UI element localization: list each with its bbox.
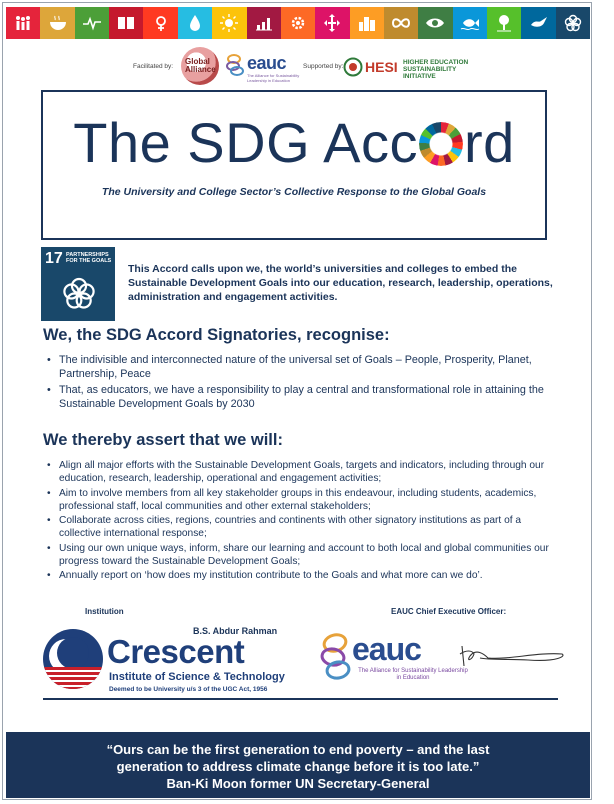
bowl-icon	[48, 13, 68, 33]
sdg-goal-tile	[109, 7, 143, 39]
family-icon	[13, 13, 33, 33]
eauc-wordmark: eauc	[352, 631, 421, 667]
page-subtitle: The University and College Sector’s Collective Response to the Global Goals	[101, 186, 487, 198]
list-item: • That, as educators, we have a responsibility to play a central and transformational role in attaining the Sustainable Development Goals by 2030	[43, 383, 558, 411]
institution-label: Institution	[85, 607, 124, 616]
goal-17-badge: 17 PARTNERSHIPS FOR THE GOALS	[41, 247, 115, 321]
sdg-goal-tile	[281, 7, 315, 39]
page-title: The SDG Acc rd	[73, 111, 515, 174]
sdg-goal-tile	[453, 7, 487, 39]
sdg-goal-tile	[178, 7, 212, 39]
sdg-goal-tile	[487, 7, 521, 39]
sdg-icon-strip	[6, 7, 590, 39]
eye-icon	[425, 13, 445, 33]
eauc-petals-icon	[320, 629, 354, 685]
hesi-logo: HESI HIGHER EDUCATION SUSTAINABILITY INITIATIVE	[343, 57, 463, 79]
growth-chart-icon	[254, 13, 274, 33]
hesi-emblem-icon	[343, 57, 363, 77]
sdg-goal-tile	[556, 7, 590, 39]
flower-icon	[563, 13, 583, 33]
divider	[43, 698, 558, 700]
assert-heading: We thereby assert that we will:	[43, 431, 283, 449]
list-item: • Align all major efforts with the Sustainable Development Goals, targets and indicators, including through our education, research, leadership, operational and engagement activities;	[43, 459, 558, 485]
ceo-label: EAUC Chief Executive Officer:	[391, 607, 507, 616]
facilitated-label: Facilitated by:	[133, 63, 174, 70]
crescent-institute-logo: B.S. Abdur Rahman Crescent Institute of Science & Technology Deemed to be University u/s 3 of the UGC Act, 1956	[43, 623, 293, 695]
global-alliance-logo: Global Alliance	[181, 47, 219, 85]
tree-icon	[494, 13, 514, 33]
sdg-wheel-icon	[419, 122, 463, 166]
fish-icon	[460, 13, 480, 33]
title-box	[41, 90, 547, 240]
recognise-list	[43, 353, 558, 413]
sdg-goal-tile	[143, 7, 177, 39]
gender-icon	[151, 13, 171, 33]
gear-network-icon	[288, 13, 308, 33]
list-item: • Using our own unique ways, inform, share our learning and account to both local and global communities our progress toward the Sustainable Development Goals;	[43, 542, 558, 568]
quote-attribution: Ban-Ki Moon former UN Secretary-General	[166, 776, 430, 791]
sun-icon	[219, 13, 239, 33]
quote-footer	[6, 732, 590, 798]
city-icon	[357, 13, 377, 33]
recognise-heading: We, the SDG Accord Signatories, recognise:	[43, 326, 390, 344]
accord-page	[2, 2, 592, 800]
equality-arrows-icon	[322, 13, 342, 33]
supported-label: Supported by:	[303, 63, 344, 70]
intro-paragraph: This Accord calls upon we, the world’s universities and colleges to embed the Sustainable Development Goals into our education, research, leadership, operations, administration and engagement activities.	[128, 263, 553, 303]
water-drop-icon	[185, 13, 205, 33]
eauc-wordmark-small: eauc	[247, 53, 287, 73]
sdg-goal-tile	[40, 7, 74, 39]
partnership-flower-icon	[59, 274, 99, 314]
ceo-signature	[458, 640, 568, 670]
sdg-goal-tile	[521, 7, 555, 39]
eauc-petals-icon	[225, 51, 247, 77]
list-item: • The indivisible and interconnected nature of the universal set of Goals – People, Prosperity, Planet, Partnership, Peace	[43, 353, 558, 381]
sdg-goal-tile	[350, 7, 384, 39]
sdg-goal-tile	[75, 7, 109, 39]
crescent-emblem-icon	[43, 629, 103, 689]
list-item: • Collaborate across cities, regions, countries and continents with other signatory institutions as part of a collective international response;	[43, 514, 558, 540]
sdg-goal-tile	[247, 7, 281, 39]
sdg-goal-tile	[212, 7, 246, 39]
assert-list	[43, 459, 558, 584]
sdg-goal-tile	[384, 7, 418, 39]
heartbeat-icon	[82, 13, 102, 33]
list-item: • Aim to involve members from all key stakeholder groups in this endeavour, including students, academics, professional staff, local communities and other external stakeholders;	[43, 487, 558, 513]
partner-logos	[3, 47, 592, 87]
eauc-logo-small: eauc The Alliance for Sustainability Leadership in Education	[225, 51, 301, 81]
dove-icon	[529, 13, 549, 33]
sdg-goal-tile	[315, 7, 349, 39]
sdg-goal-tile	[418, 7, 452, 39]
sdg-goal-tile	[6, 7, 40, 39]
quote-text: “Ours can be the first generation to end poverty – and the last generation to address climate change before it is too late.”	[106, 742, 490, 774]
eauc-logo: eauc The Alliance for Sustainability Leadership in Education	[320, 627, 470, 687]
infinity-icon	[391, 13, 411, 33]
list-item: • Annually report on ‘how does my institution contribute to the Goals and what more can we do’.	[43, 569, 558, 582]
book-icon	[116, 13, 136, 33]
